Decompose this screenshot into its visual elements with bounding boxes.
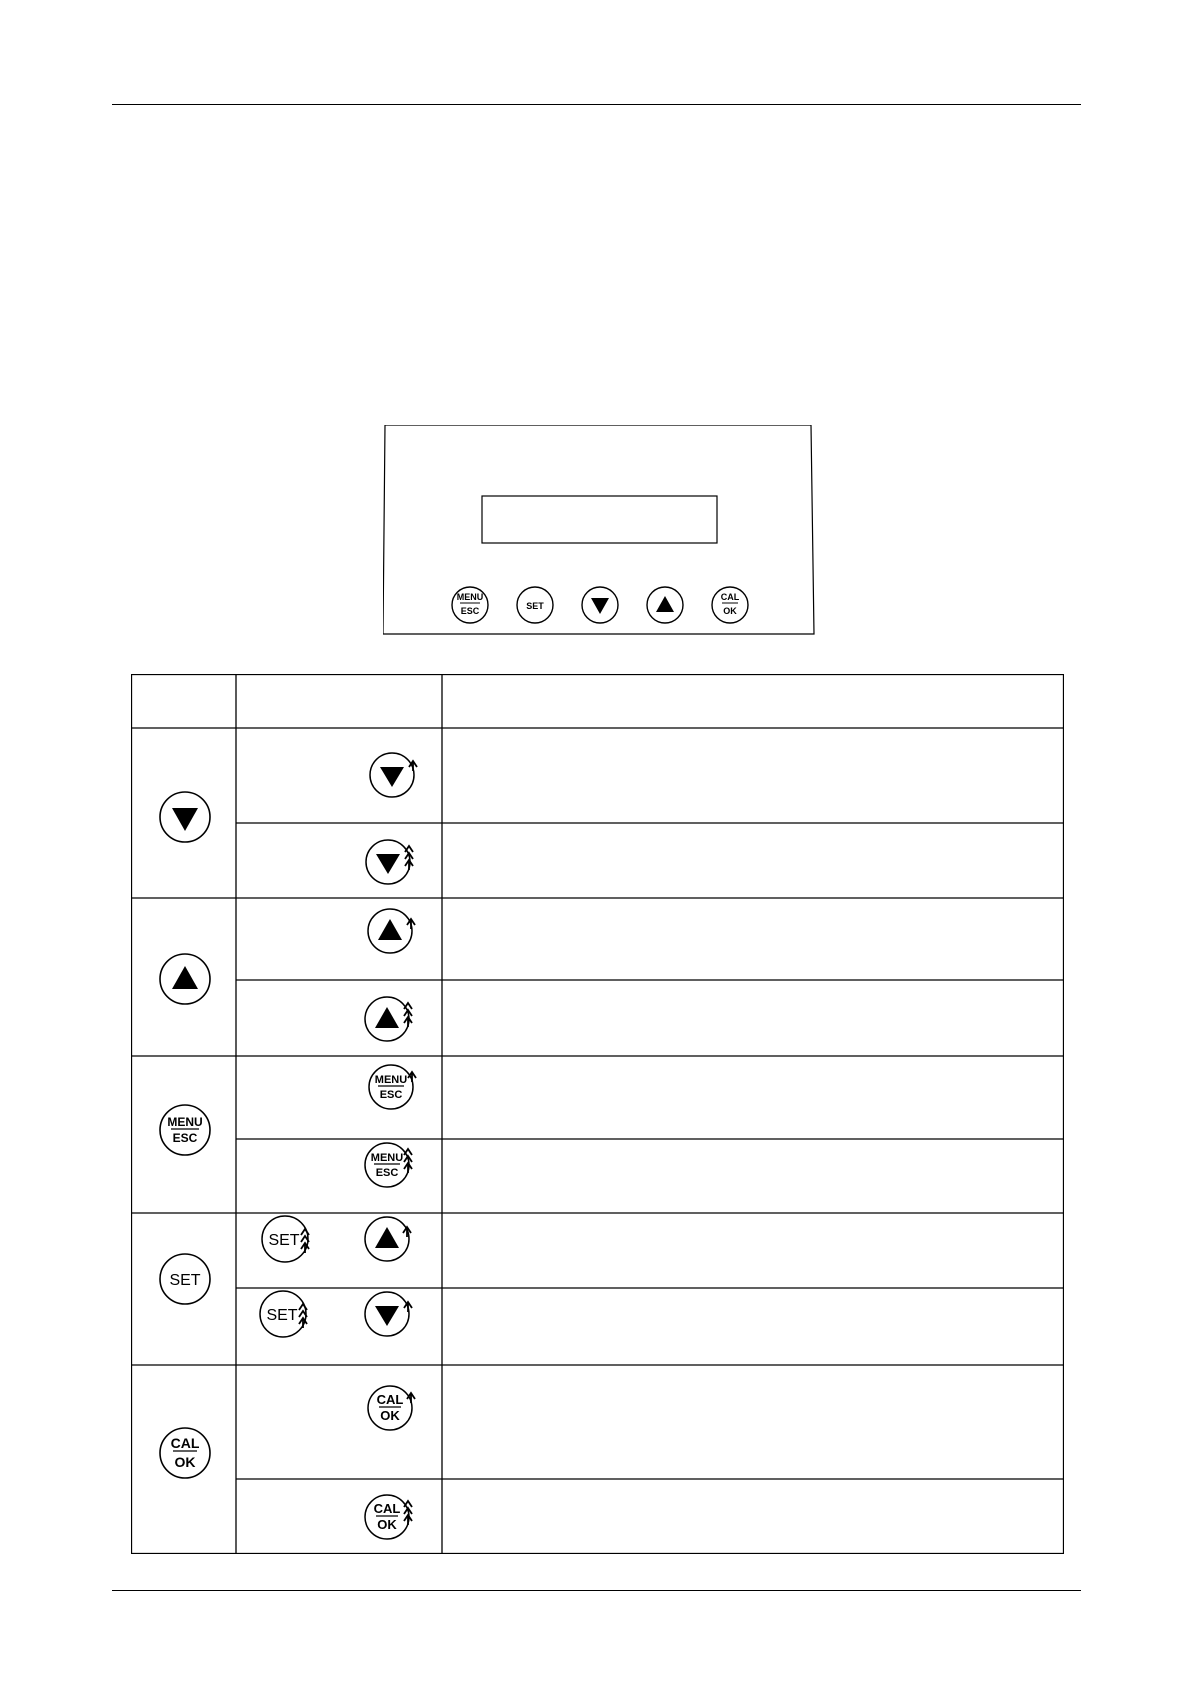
svg-text:ESC: ESC (375, 1167, 399, 1179)
up-button[interactable] (647, 587, 683, 623)
esc-label: ESC (460, 606, 480, 616)
table-row (160, 909, 415, 1041)
down-triangle-long-press-icon (366, 840, 413, 884)
table-border (132, 675, 1064, 1554)
set-button[interactable] (517, 587, 553, 623)
set-down-combo-icon (260, 1291, 412, 1337)
cal-ok-button[interactable] (712, 587, 748, 623)
svg-text:MENU: MENU (370, 1152, 404, 1164)
svg-text:CAL: CAL (376, 1392, 404, 1407)
svg-text:CAL: CAL (170, 1435, 200, 1451)
menu-esc-short-press-icon (369, 1065, 416, 1109)
svg-text:SET: SET (169, 1272, 201, 1289)
up-triangle-icon (656, 596, 674, 612)
down-triangle-icon (591, 598, 609, 614)
menu-esc-key-icon (160, 1105, 210, 1155)
footer-rule (112, 1590, 1081, 1591)
menu-label: MENU (456, 592, 484, 602)
cal-ok-short-press-icon (368, 1386, 415, 1430)
cal-ok-long-press-icon (365, 1495, 412, 1539)
svg-text:SET: SET (268, 1232, 300, 1249)
controller-panel (383, 425, 815, 635)
svg-text:MENU: MENU (167, 1115, 203, 1129)
cal-ok-key-icon (160, 1428, 210, 1478)
lcd-display (482, 496, 717, 543)
svg-text:ESC: ESC (379, 1089, 403, 1101)
table-row (160, 1216, 412, 1337)
down-triangle-short-press-icon (370, 753, 417, 797)
down-key-icon (160, 792, 210, 842)
table-row (160, 753, 417, 884)
svg-text:OK: OK (377, 1517, 397, 1532)
table-row (160, 1065, 416, 1187)
svg-text:SET: SET (266, 1307, 298, 1324)
up-triangle-short-press-icon (368, 909, 415, 953)
header-rule (112, 104, 1081, 105)
svg-text:OK: OK (174, 1454, 196, 1470)
up-triangle-long-press-icon (365, 997, 412, 1041)
menu-esc-button[interactable] (452, 587, 488, 623)
set-key-icon (160, 1254, 210, 1304)
set-up-combo-icon (262, 1216, 411, 1262)
ok-label: OK (723, 606, 737, 616)
table-row (160, 1386, 415, 1539)
menu-esc-long-press-icon (365, 1143, 412, 1187)
svg-text:CAL: CAL (373, 1501, 401, 1516)
down-button[interactable] (582, 587, 618, 623)
key-function-table (131, 674, 1064, 1554)
svg-text:OK: OK (380, 1408, 400, 1423)
cal-label: CAL (720, 592, 740, 602)
set-label: SET (526, 601, 544, 611)
svg-text:ESC: ESC (172, 1131, 198, 1145)
up-key-icon (160, 954, 210, 1004)
svg-text:MENU: MENU (374, 1074, 408, 1086)
